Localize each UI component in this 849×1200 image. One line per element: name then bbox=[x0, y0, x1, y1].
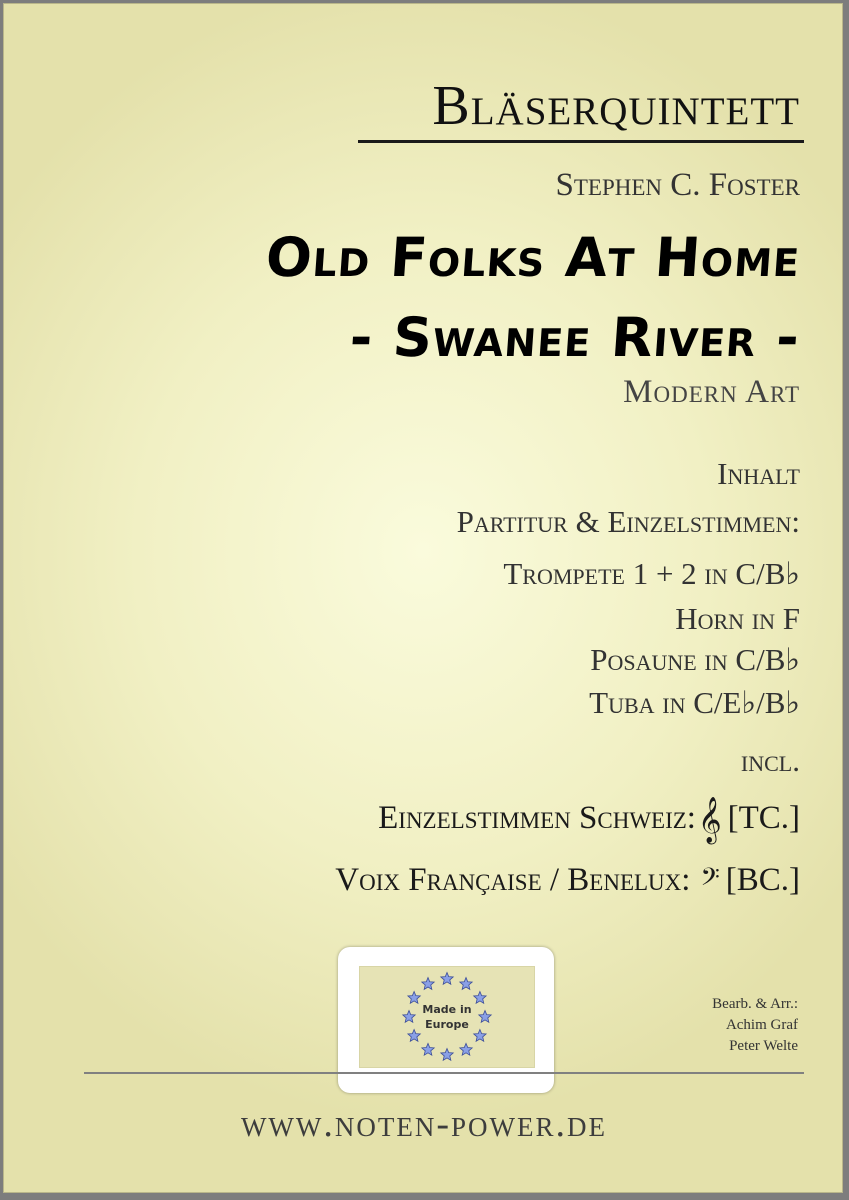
instrument-tuba: Tuba in C/E♭/B♭ bbox=[589, 685, 800, 720]
piece-title-line-1: Old Folks At Home bbox=[263, 226, 803, 289]
star-icon bbox=[408, 1030, 420, 1042]
footer-divider bbox=[84, 1072, 804, 1074]
star-icon bbox=[422, 978, 434, 990]
star-icon bbox=[460, 1043, 472, 1055]
swiss-parts-line bbox=[378, 792, 800, 843]
arrangement-label: Bearb. & Arr.: bbox=[712, 996, 798, 1012]
cover-page bbox=[3, 3, 843, 1193]
partitur-line: Partitur & Einzelstimmen: bbox=[456, 504, 800, 539]
arranger-name-2: Peter Welte bbox=[729, 1038, 798, 1054]
instrument-trumpet: Trompete 1 + 2 in C/B♭ bbox=[503, 556, 800, 591]
swiss-parts-code: [TC.] bbox=[727, 800, 800, 836]
logo-text-line-2: Europe bbox=[425, 1018, 469, 1031]
page-title: Bläserquintett bbox=[432, 75, 800, 137]
star-icon bbox=[460, 978, 472, 990]
contents-heading: Inhalt bbox=[717, 456, 800, 491]
star-icon bbox=[422, 1043, 434, 1055]
piece-title-line-2: - Swanee River - bbox=[347, 306, 803, 369]
arranger-name-1: Achim Graf bbox=[725, 1017, 798, 1033]
logo-panel bbox=[359, 966, 535, 1068]
composer-name: Stephen C. Foster bbox=[555, 167, 800, 203]
instrument-trombone: Posaune in C/B♭ bbox=[590, 642, 800, 677]
eu-stars-icon bbox=[360, 967, 534, 1067]
instrument-horn: Horn in F bbox=[675, 601, 800, 636]
star-icon bbox=[441, 1049, 453, 1061]
star-icon bbox=[474, 1030, 486, 1042]
treble-clef-icon: 𝄞 bbox=[697, 797, 722, 843]
website-url: www.noten-power.de bbox=[240, 1103, 608, 1145]
incl-label: incl. bbox=[740, 743, 800, 778]
bass-clef-icon: 𝄢 bbox=[700, 863, 720, 898]
french-parts-code: [BC.] bbox=[725, 862, 800, 898]
french-parts-line bbox=[335, 862, 800, 899]
star-icon bbox=[408, 992, 420, 1004]
title-divider bbox=[358, 140, 804, 143]
star-icon bbox=[441, 973, 453, 985]
french-parts-label: Voix Française / Benelux: bbox=[335, 862, 691, 898]
logo-text-line-1: Made in bbox=[422, 1003, 472, 1016]
swiss-parts-label: Einzelstimmen Schweiz: bbox=[378, 800, 696, 836]
piece-subtitle: Modern Art bbox=[623, 374, 800, 410]
star-icon bbox=[474, 992, 486, 1004]
